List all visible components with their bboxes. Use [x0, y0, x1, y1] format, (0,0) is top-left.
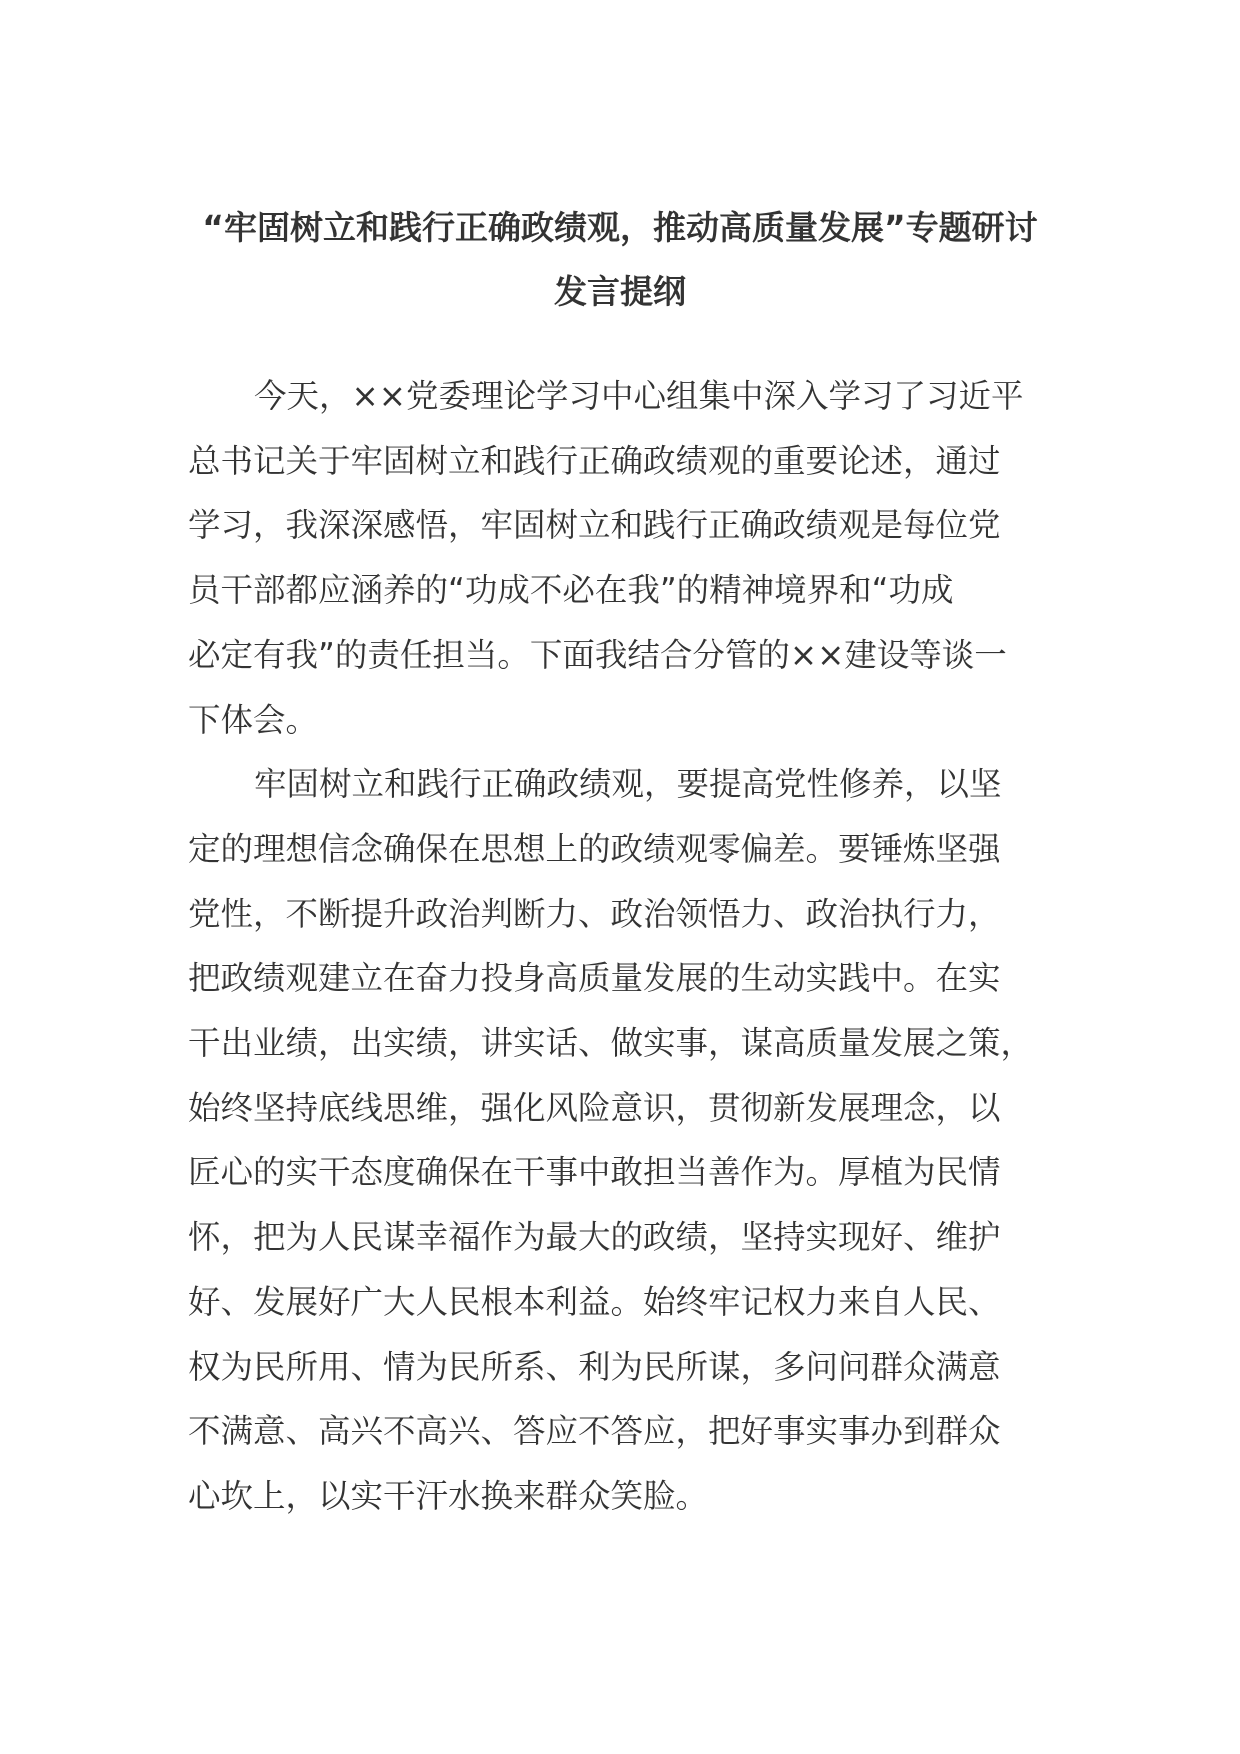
- title-line-1: “牢固树立和践行正确政绩观，推动高质量发展”专题研讨: [202, 208, 1038, 247]
- paragraph-line: 把政绩观建立在奋力投身高质量发展的生动实践中。在实: [188, 959, 1001, 998]
- paragraph-line: 不满意、高兴不高兴、答应不答应，把好事实事办到群众: [188, 1412, 1001, 1451]
- paragraph-line: 好、发展好广大人民根本利益。始终牢记权力来自人民、: [188, 1282, 1001, 1321]
- paragraph-line: 干出业绩，出实绩，讲实话、做实事，谋高质量发展之策，: [188, 1024, 1034, 1063]
- paragraph-line: 必定有我”的责任担当。下面我结合分管的××建设等谈一: [188, 635, 1007, 674]
- paragraph-main: [188, 752, 1058, 1528]
- paragraph-line: 员干部都应涵养的“功成不必在我”的精神境界和“功成: [188, 571, 954, 610]
- paragraph-line: 心坎上，以实干汗水换来群众笑脸。: [188, 1476, 709, 1515]
- paragraph-line: 怀，把为人民谋幸福作为最大的政绩，坚持实现好、维护: [188, 1218, 1001, 1257]
- document-body: [188, 364, 1058, 1529]
- paragraph-line: 今天，××党委理论学习中心组集中深入学习了习近平: [254, 377, 1024, 415]
- paragraph-line: 牢固树立和践行正确政绩观，要提高党性修养，以坚: [254, 765, 1002, 804]
- paragraph-line: 匠心的实干态度确保在干事中敢担当善作为。厚植为民情: [188, 1153, 1001, 1192]
- paragraph-intro: [188, 364, 1058, 752]
- paragraph-line: 学习，我深深感悟，牢固树立和践行正确政绩观是每位党: [188, 506, 1001, 545]
- paragraph-line: 党性，不断提升政治判断力、政治领悟力、政治执行力，: [188, 894, 1001, 933]
- document-title: [160, 196, 1080, 324]
- paragraph-line: 下体会。: [188, 700, 319, 739]
- paragraph-line: 始终坚持底线思维，强化风险意识，贯彻新发展理念，以: [188, 1088, 1001, 1127]
- paragraph-line: 总书记关于牢固树立和践行正确政绩观的重要论述，通过: [188, 441, 1001, 480]
- paragraph-line: 定的理想信念确保在思想上的政绩观零偏差。要锤炼坚强: [188, 829, 1001, 868]
- paragraph-line: 权为民所用、情为民所系、利为民所谋，多问问群众满意: [188, 1347, 1001, 1386]
- title-line-2: 发言提纲: [554, 272, 686, 311]
